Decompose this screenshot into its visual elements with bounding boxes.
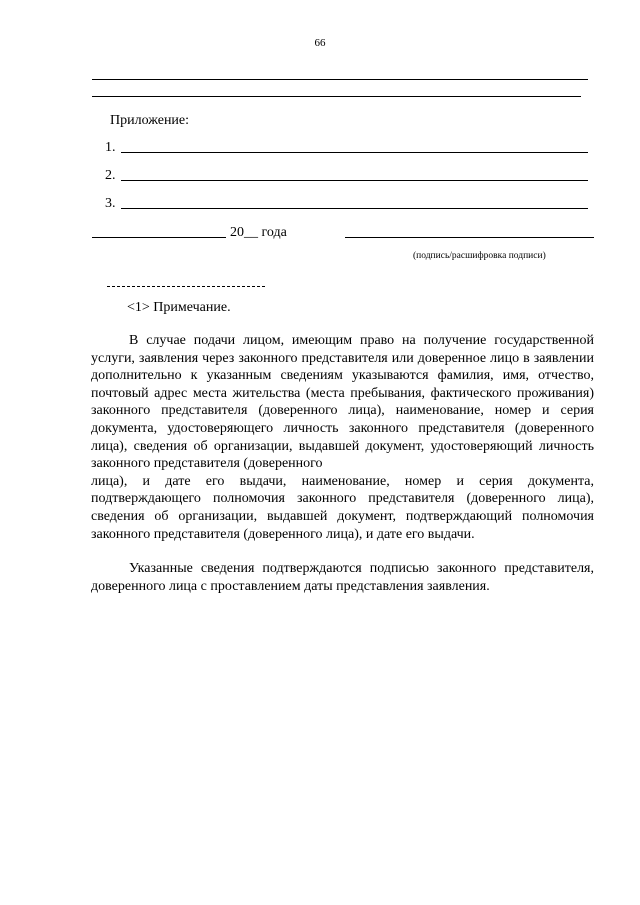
note-paragraph-1-part-2: лица), и дате его выдачи, наименование, номер и серия документа, подтверждающего полномочия законного представителя (доверенного лица), сведения об организации, выдавшей документ, подтверждающий полномочия законного представителя (доверенного лица), и дате его выдачи.: [91, 473, 594, 542]
signature-line: [345, 237, 594, 238]
blank-line: [92, 79, 588, 80]
appendix-item-number: 3.: [105, 196, 116, 211]
date-year-text: 20__ года: [230, 225, 287, 240]
page-number: 66: [314, 37, 326, 49]
appendix-item-number: 2.: [105, 168, 116, 183]
appendix-item-line: [121, 208, 588, 209]
appendix-item-line: [121, 152, 588, 153]
footnote-separator: [107, 286, 265, 287]
appendix-item-number: 1.: [105, 140, 116, 155]
signature-caption: (подпись/расшифровка подписи): [413, 251, 546, 261]
date-line: [92, 237, 226, 238]
appendix-item-line: [121, 180, 588, 181]
note-paragraph-2: [91, 560, 594, 595]
appendix-label: Приложение:: [110, 113, 190, 128]
blank-line: [92, 96, 581, 97]
note-paragraph-2-text: Указанные сведения подтверждаются подписью законного представителя, доверенного лица с проставлением даты представления заявления.: [91, 561, 594, 594]
note-paragraph-1-part-1: В случае подачи лицом, имеющим право на получение государственной услуги, заявления через законного представителя или доверенное лицо в заявлении дополнительно к указанным сведениям указываются фамилия, имя, отчество, почтовый адрес места жительства (места пребывания, фактического проживания) законного представителя (доверенного лица), наименование, номер и серия документа, удостоверяющего личность законного представителя (доверенного лица), сведения об организации, выдавшей документ, удостоверяющий личность законного представителя (доверенного: [91, 333, 594, 472]
note-title: <1> Примечание.: [127, 300, 231, 315]
note-paragraph-1: [91, 332, 594, 543]
